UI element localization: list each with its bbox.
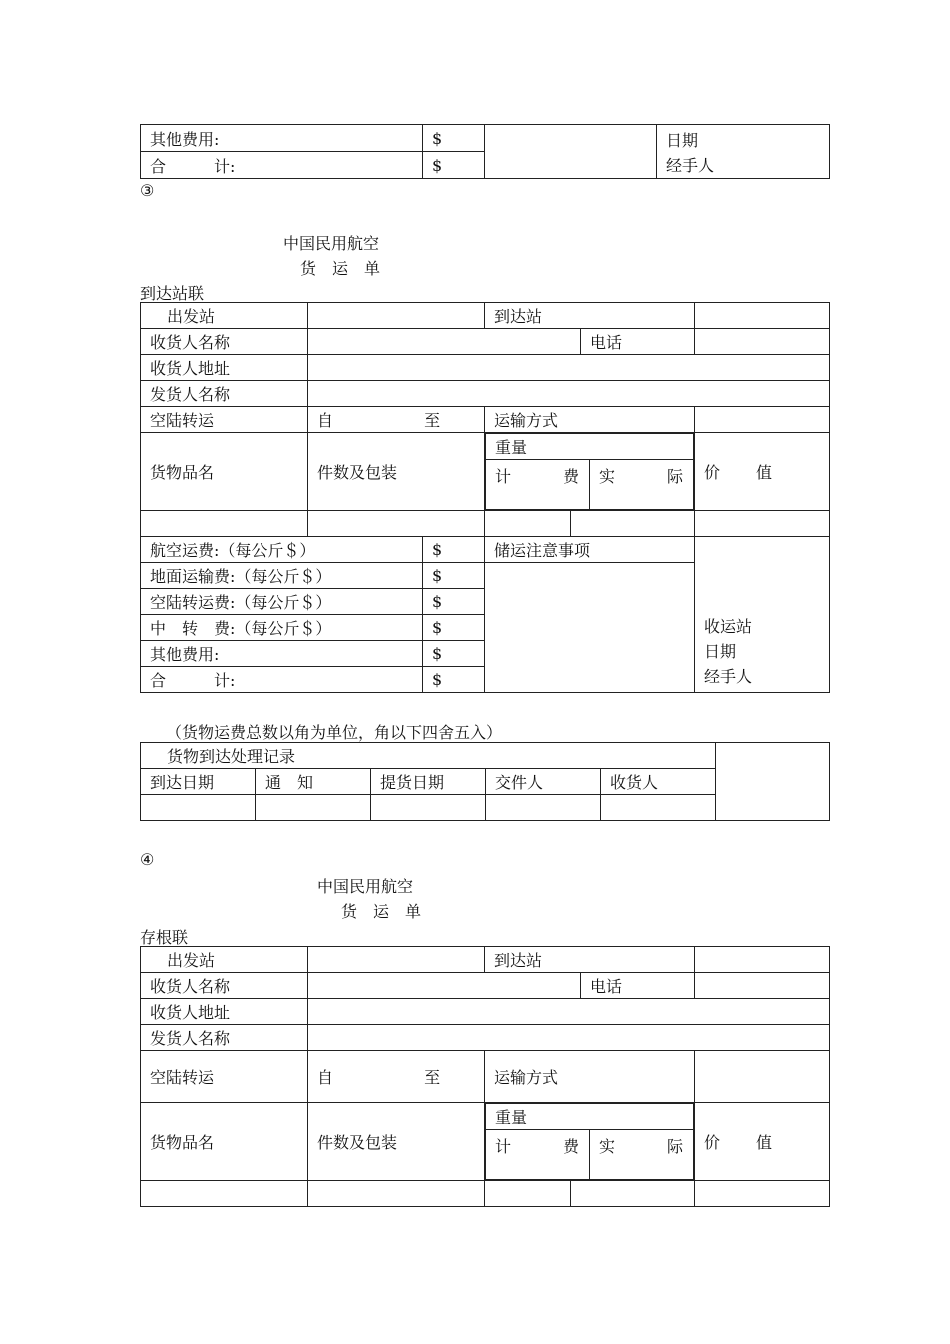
weight-cell xyxy=(485,1103,695,1181)
doc-title-3: 货 运 单 xyxy=(300,259,381,278)
charge-weight-label: 计 费 xyxy=(486,1130,590,1180)
receiving-handler-label: 经手人 xyxy=(704,667,753,686)
consignee-address-label: 收货人地址 xyxy=(141,355,308,381)
charge-weight-input[interactable] xyxy=(485,1181,571,1207)
from-label: 自 xyxy=(317,1068,334,1087)
section-marker-3: ③ xyxy=(140,181,155,200)
arrival-record-title: 货物到达处理记录 xyxy=(141,743,716,769)
section-marker-4: ④ xyxy=(140,850,155,869)
top-blank-cell[interactable] xyxy=(485,125,657,179)
pieces-packing-label: 件数及包装 xyxy=(308,1103,485,1181)
value-input[interactable] xyxy=(695,511,830,537)
from-to-cell[interactable] xyxy=(308,1051,485,1103)
other-fee-amount[interactable]: $ xyxy=(423,641,485,667)
waybill-table-4 xyxy=(140,946,830,1207)
pickup-date-input[interactable] xyxy=(371,795,486,821)
actual-weight-label: 实 际 xyxy=(589,1130,693,1180)
copy-label-4: 存根联 xyxy=(140,928,189,947)
departure-label: 出发站 xyxy=(141,947,308,973)
phone-input[interactable] xyxy=(695,329,830,355)
pieces-packing-input[interactable] xyxy=(308,1181,485,1207)
arrival-input[interactable] xyxy=(695,947,830,973)
deliverer-input[interactable] xyxy=(486,795,601,821)
copy-label-3: 到达站联 xyxy=(140,284,205,303)
ground-freight-amount[interactable]: $ xyxy=(423,563,485,589)
to-label: 至 xyxy=(424,1068,441,1087)
phone-input[interactable] xyxy=(695,973,830,999)
phone-label: 电话 xyxy=(581,973,695,999)
receiving-station-cell xyxy=(695,537,830,693)
pickup-date-header: 提货日期 xyxy=(371,769,486,795)
notes-label: 储运注意事项 xyxy=(485,537,695,563)
value-input[interactable] xyxy=(695,1181,830,1207)
goods-name-label: 货物品名 xyxy=(141,433,308,511)
from-label: 自 xyxy=(317,411,334,430)
org-title-4: 中国民用航空 xyxy=(317,877,414,896)
org-title-3: 中国民用航空 xyxy=(283,234,380,253)
shipper-name-input[interactable] xyxy=(308,1025,830,1051)
notes-input[interactable] xyxy=(485,563,695,693)
pieces-packing-label: 件数及包装 xyxy=(308,433,485,511)
notify-header: 通 知 xyxy=(256,769,371,795)
air-land-fee-label: 空陆转运费:（每公斤＄） xyxy=(141,589,423,615)
other-fee-amount[interactable]: $ xyxy=(423,125,485,152)
air-land-transfer-label: 空陆转运 xyxy=(141,407,308,433)
receiving-date-label: 日期 xyxy=(704,642,737,661)
shipper-name-label: 发货人名称 xyxy=(141,381,308,407)
actual-weight-input[interactable] xyxy=(571,1181,695,1207)
shipper-name-input[interactable] xyxy=(308,381,830,407)
consignee-address-input[interactable] xyxy=(308,355,830,381)
waybill-table-3 xyxy=(140,302,830,693)
consignee-name-input[interactable] xyxy=(308,329,581,355)
air-land-fee-amount[interactable]: $ xyxy=(423,589,485,615)
transport-mode-input[interactable] xyxy=(695,1051,830,1103)
date-label: 日期 xyxy=(666,131,699,150)
goods-name-input[interactable] xyxy=(141,1181,308,1207)
arrival-label: 到达站 xyxy=(485,947,695,973)
receiving-station-label: 收运站 xyxy=(704,617,753,636)
air-freight-label: 航空运费:（每公斤＄） xyxy=(141,537,423,563)
arrival-input[interactable] xyxy=(695,303,830,329)
receiver-header: 收货人 xyxy=(601,769,716,795)
arrival-date-header: 到达日期 xyxy=(141,769,256,795)
goods-name-input[interactable] xyxy=(141,511,308,537)
deliverer-header: 交件人 xyxy=(486,769,601,795)
consignee-name-label: 收货人名称 xyxy=(141,973,308,999)
weight-label: 重量 xyxy=(486,434,694,460)
transport-mode-input[interactable] xyxy=(695,407,830,433)
pieces-packing-input[interactable] xyxy=(308,511,485,537)
consignee-address-input[interactable] xyxy=(308,999,830,1025)
receiver-input[interactable] xyxy=(601,795,716,821)
weight-cell xyxy=(485,433,695,511)
total-amount[interactable]: $ xyxy=(423,667,485,693)
other-fee-label: 其他费用: xyxy=(141,641,423,667)
consignee-name-label: 收货人名称 xyxy=(141,329,308,355)
phone-label: 电话 xyxy=(581,329,695,355)
goods-name-label: 货物品名 xyxy=(141,1103,308,1181)
notify-input[interactable] xyxy=(256,795,371,821)
consignee-name-input[interactable] xyxy=(308,973,581,999)
arrival-label: 到达站 xyxy=(485,303,695,329)
ground-freight-label: 地面运输费:（每公斤＄） xyxy=(141,563,423,589)
value-label: 价 值 xyxy=(695,433,830,511)
arrival-record-side[interactable] xyxy=(716,743,830,821)
other-fee-label: 其他费用: xyxy=(141,125,423,152)
consignee-address-label: 收货人地址 xyxy=(141,999,308,1025)
handler-label: 经手人 xyxy=(666,156,715,175)
transfer-fee-label: 中 转 费:（每公斤＄） xyxy=(141,615,423,641)
transfer-fee-amount[interactable]: $ xyxy=(423,615,485,641)
total-amount[interactable]: $ xyxy=(423,152,485,179)
transport-mode-label: 运输方式 xyxy=(485,1051,695,1103)
from-to-cell[interactable] xyxy=(308,407,485,433)
departure-input[interactable] xyxy=(308,303,485,329)
weight-label: 重量 xyxy=(486,1104,694,1130)
transport-mode-label: 运输方式 xyxy=(485,407,695,433)
value-label: 价 值 xyxy=(695,1103,830,1181)
actual-weight-label: 实 际 xyxy=(589,460,693,510)
air-land-transfer-label: 空陆转运 xyxy=(141,1051,308,1103)
charge-weight-label: 计 费 xyxy=(486,460,590,510)
top-sign-cell xyxy=(657,125,830,179)
arrival-date-input[interactable] xyxy=(141,795,256,821)
shipper-name-label: 发货人名称 xyxy=(141,1025,308,1051)
actual-weight-input[interactable] xyxy=(571,511,695,537)
departure-label: 出发站 xyxy=(141,303,308,329)
total-label: 合 计: xyxy=(141,667,423,693)
air-freight-amount[interactable]: $ xyxy=(423,537,485,563)
departure-input[interactable] xyxy=(308,947,485,973)
footnote: （货物运费总数以角为单位，角以下四舍五入） xyxy=(166,723,503,742)
top-fee-table xyxy=(140,124,830,179)
charge-weight-input[interactable] xyxy=(485,511,571,537)
arrival-record-table xyxy=(140,742,830,821)
doc-title-4: 货 运 单 xyxy=(341,902,422,921)
total-label: 合 计: xyxy=(141,152,423,179)
to-label: 至 xyxy=(424,411,441,430)
